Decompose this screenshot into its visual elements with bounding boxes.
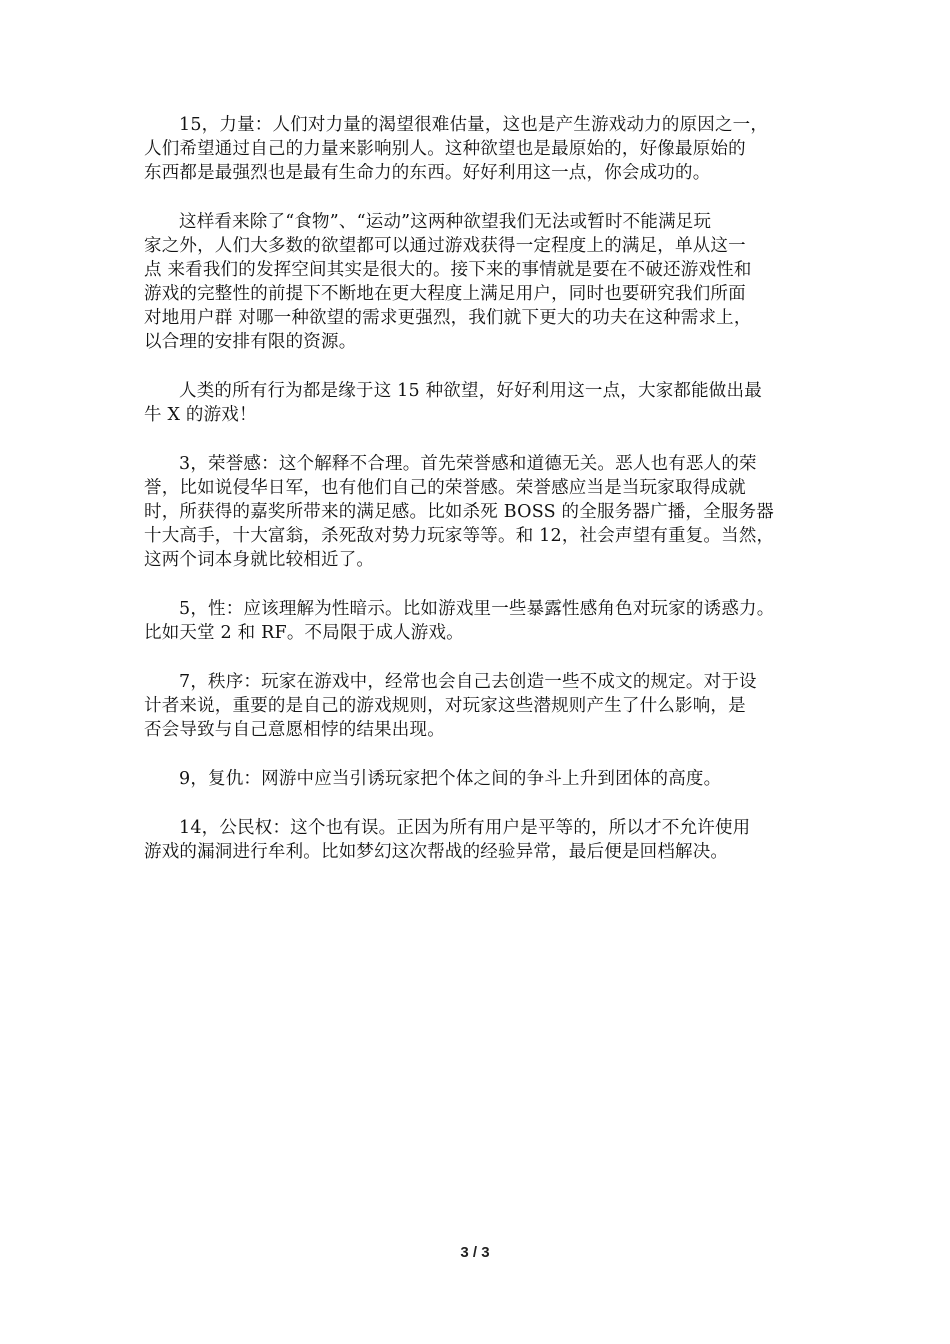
- text-line: 对地用户群 对哪一种欲望的需求更强烈，我们就下更大的功夫在这种需求上，: [144, 308, 752, 328]
- text-line: 游戏的漏洞进行牟利。比如梦幻这次帮战的经验异常，最后便是回档解决。: [144, 842, 729, 862]
- paragraph-strength: [144, 113, 816, 185]
- document-body: [144, 113, 816, 889]
- paragraph-revenge: [144, 767, 816, 791]
- text-line: 3，荣誉感：这个解释不合理。首先荣誉感和道德无关。恶人也有恶人的荣: [179, 454, 757, 474]
- text-line: 否会导致与自己意愿相悖的结果出现。: [144, 720, 445, 740]
- paragraph-order: [144, 670, 816, 742]
- paragraph-conclusion: [144, 379, 816, 427]
- text-line: 这样看来除了“食物”、“运动”这两种欲望我们无法或暂时不能满足玩: [179, 212, 712, 232]
- page-number: 3 / 3: [460, 1244, 490, 1261]
- text-line: 十大高手，十大富翁，杀死敌对势力玩家等等。和 12，社会声望有重复。当然，: [144, 526, 775, 546]
- text-line: 人类的所有行为都是缘于这 15 种欲望，好好利用这一点，大家都能做出最: [179, 381, 762, 401]
- text-line: 誉，比如说侵华日军，也有他们自己的荣誉感。荣誉感应当是当玩家取得成就: [144, 478, 746, 498]
- text-line: 牛 X 的游戏！: [144, 405, 257, 425]
- text-line: 14，公民权：这个也有误。正因为所有用户是平等的，所以才不允许使用: [179, 818, 751, 838]
- text-line: 点 来看我们的发挥空间其实是很大的。接下来的事情就是要在不破还游戏性和: [144, 260, 752, 280]
- text-line: 东西都是最强烈也是最有生命力的东西。好好利用这一点，你会成功的。: [144, 163, 711, 183]
- text-line: 家之外，人们大多数的欲望都可以通过游戏获得一定程度上的满足，单从这一: [144, 236, 746, 256]
- paragraph-citizenship: [144, 816, 816, 864]
- paragraph-sex: [144, 597, 816, 645]
- text-line: 这两个词本身就比较相近了。: [144, 550, 375, 570]
- paragraph-summary: [144, 210, 816, 354]
- text-line: 人们希望通过自己的力量来影响别人。这种欲望也是最原始的，好像最原始的: [144, 139, 746, 159]
- text-line: 7，秩序：玩家在游戏中，经常也会自己去创造一些不成文的规定。对于设: [179, 672, 757, 692]
- text-line: 计者来说，重要的是自己的游戏规则，对玩家这些潜规则产生了什么影响，是: [144, 696, 746, 716]
- text-line: 游戏的完整性的前提下不断地在更大程度上满足用户，同时也要研究我们所面: [144, 284, 746, 304]
- text-line: 5，性：应该理解为性暗示。比如游戏里一些暴露性感角色对玩家的诱惑力。: [179, 599, 775, 619]
- text-line: 时，所获得的嘉奖所带来的满足感。比如杀死 BOSS 的全服务器广播，全服务器: [144, 502, 774, 522]
- paragraph-honor: [144, 452, 816, 572]
- text-line: 比如天堂 2 和 RF。不局限于成人游戏。: [144, 623, 464, 643]
- text-line: 9，复仇：网游中应当引诱玩家把个体之间的争斗上升到团体的高度。: [179, 769, 722, 789]
- text-line: 以合理的安排有限的资源。: [144, 332, 357, 352]
- text-line: 15，力量：人们对力量的渴望很难估量，这也是产生游戏动力的原因之一，: [179, 115, 769, 135]
